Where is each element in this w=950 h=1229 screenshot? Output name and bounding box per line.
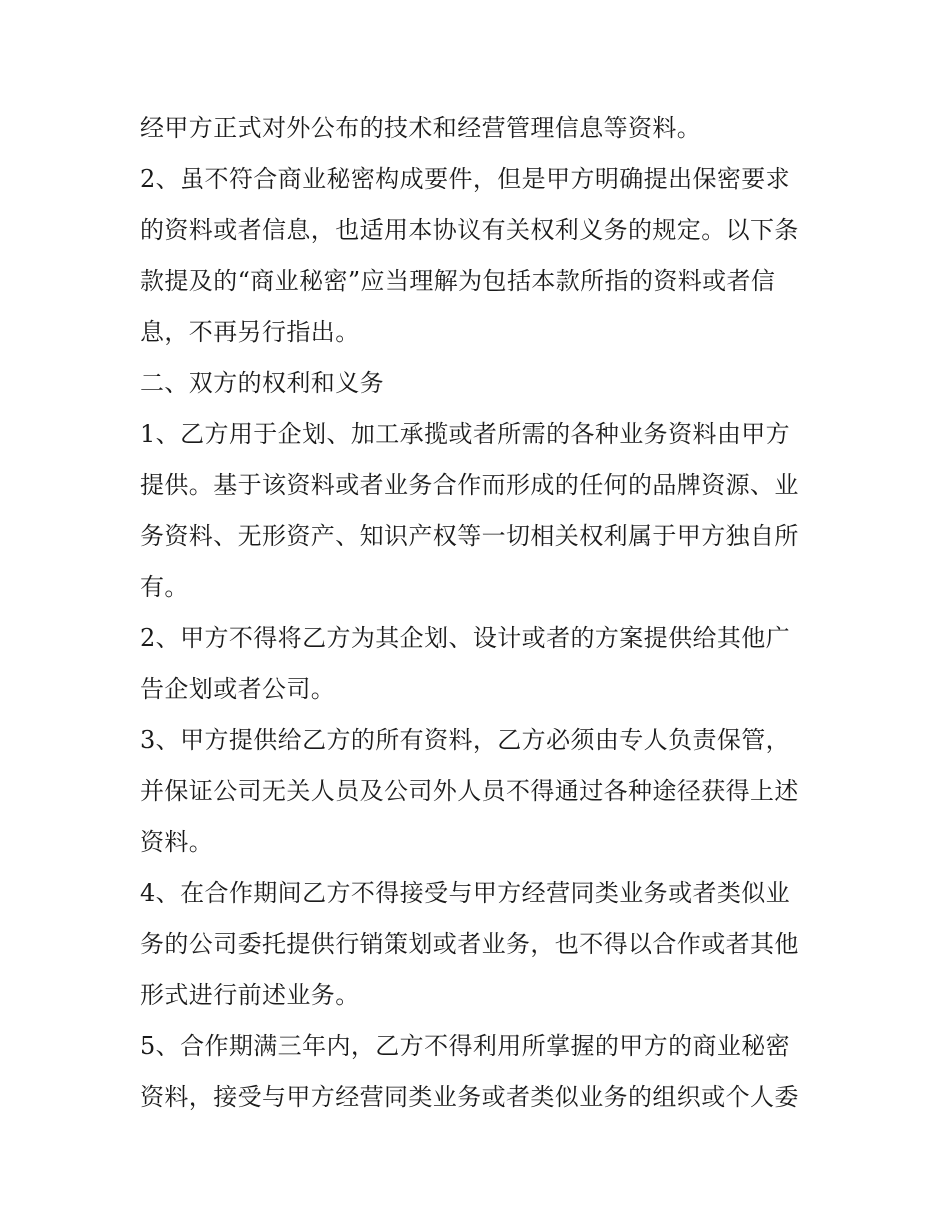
text-line: 并保证公司无关人员及公司外人员不得通过各种途径获得上述 xyxy=(140,777,799,805)
text-line: 5、合作期满三年内，乙方不得利用所掌握的甲方的商业秘密 xyxy=(140,1032,791,1060)
section-heading: 二、双方的权利和义务 xyxy=(140,369,384,397)
text-line: 2、虽不符合商业秘密构成要件，但是甲方明确提出保密要求 xyxy=(140,165,791,193)
text-line: 资料。 xyxy=(140,828,214,856)
text-line: 4、在合作期间乙方不得接受与甲方经营同类业务或者类似业 xyxy=(140,879,791,907)
text-line: 资料，接受与甲方经营同类业务或者类似业务的组织或个人委 xyxy=(140,1083,799,1111)
text-line: 款提及的“商业秘密”应当理解为包括本款所指的资料或者信 xyxy=(140,267,776,295)
text-line: 经甲方正式对外公布的技术和经营管理信息等资料。 xyxy=(140,114,702,142)
text-line: 有。 xyxy=(140,573,189,601)
text-line: 提供。基于该资料或者业务合作而形成的任何的品牌资源、业 xyxy=(140,471,799,499)
text-line: 形式进行前述业务。 xyxy=(140,981,360,1009)
text-line: 3、甲方提供给乙方的所有资料，乙方必须由专人负责保管， xyxy=(140,726,791,754)
text-line: 务资料、无形资产、知识产权等一切相关权利属于甲方独自所 xyxy=(140,522,799,550)
text-line: 2、甲方不得将乙方为其企划、设计或者的方案提供给其他广 xyxy=(140,624,791,652)
text-line: 息，不再另行指出。 xyxy=(140,318,360,346)
text-line: 的资料或者信息，也适用本协议有关权利义务的规定。以下条 xyxy=(140,216,799,244)
text-line: 务的公司委托提供行销策划或者业务，也不得以合作或者其他 xyxy=(140,930,799,958)
text-line: 告企划或者公司。 xyxy=(140,675,336,703)
text-line: 1、乙方用于企划、加工承揽或者所需的各种业务资料由甲方 xyxy=(140,420,791,448)
